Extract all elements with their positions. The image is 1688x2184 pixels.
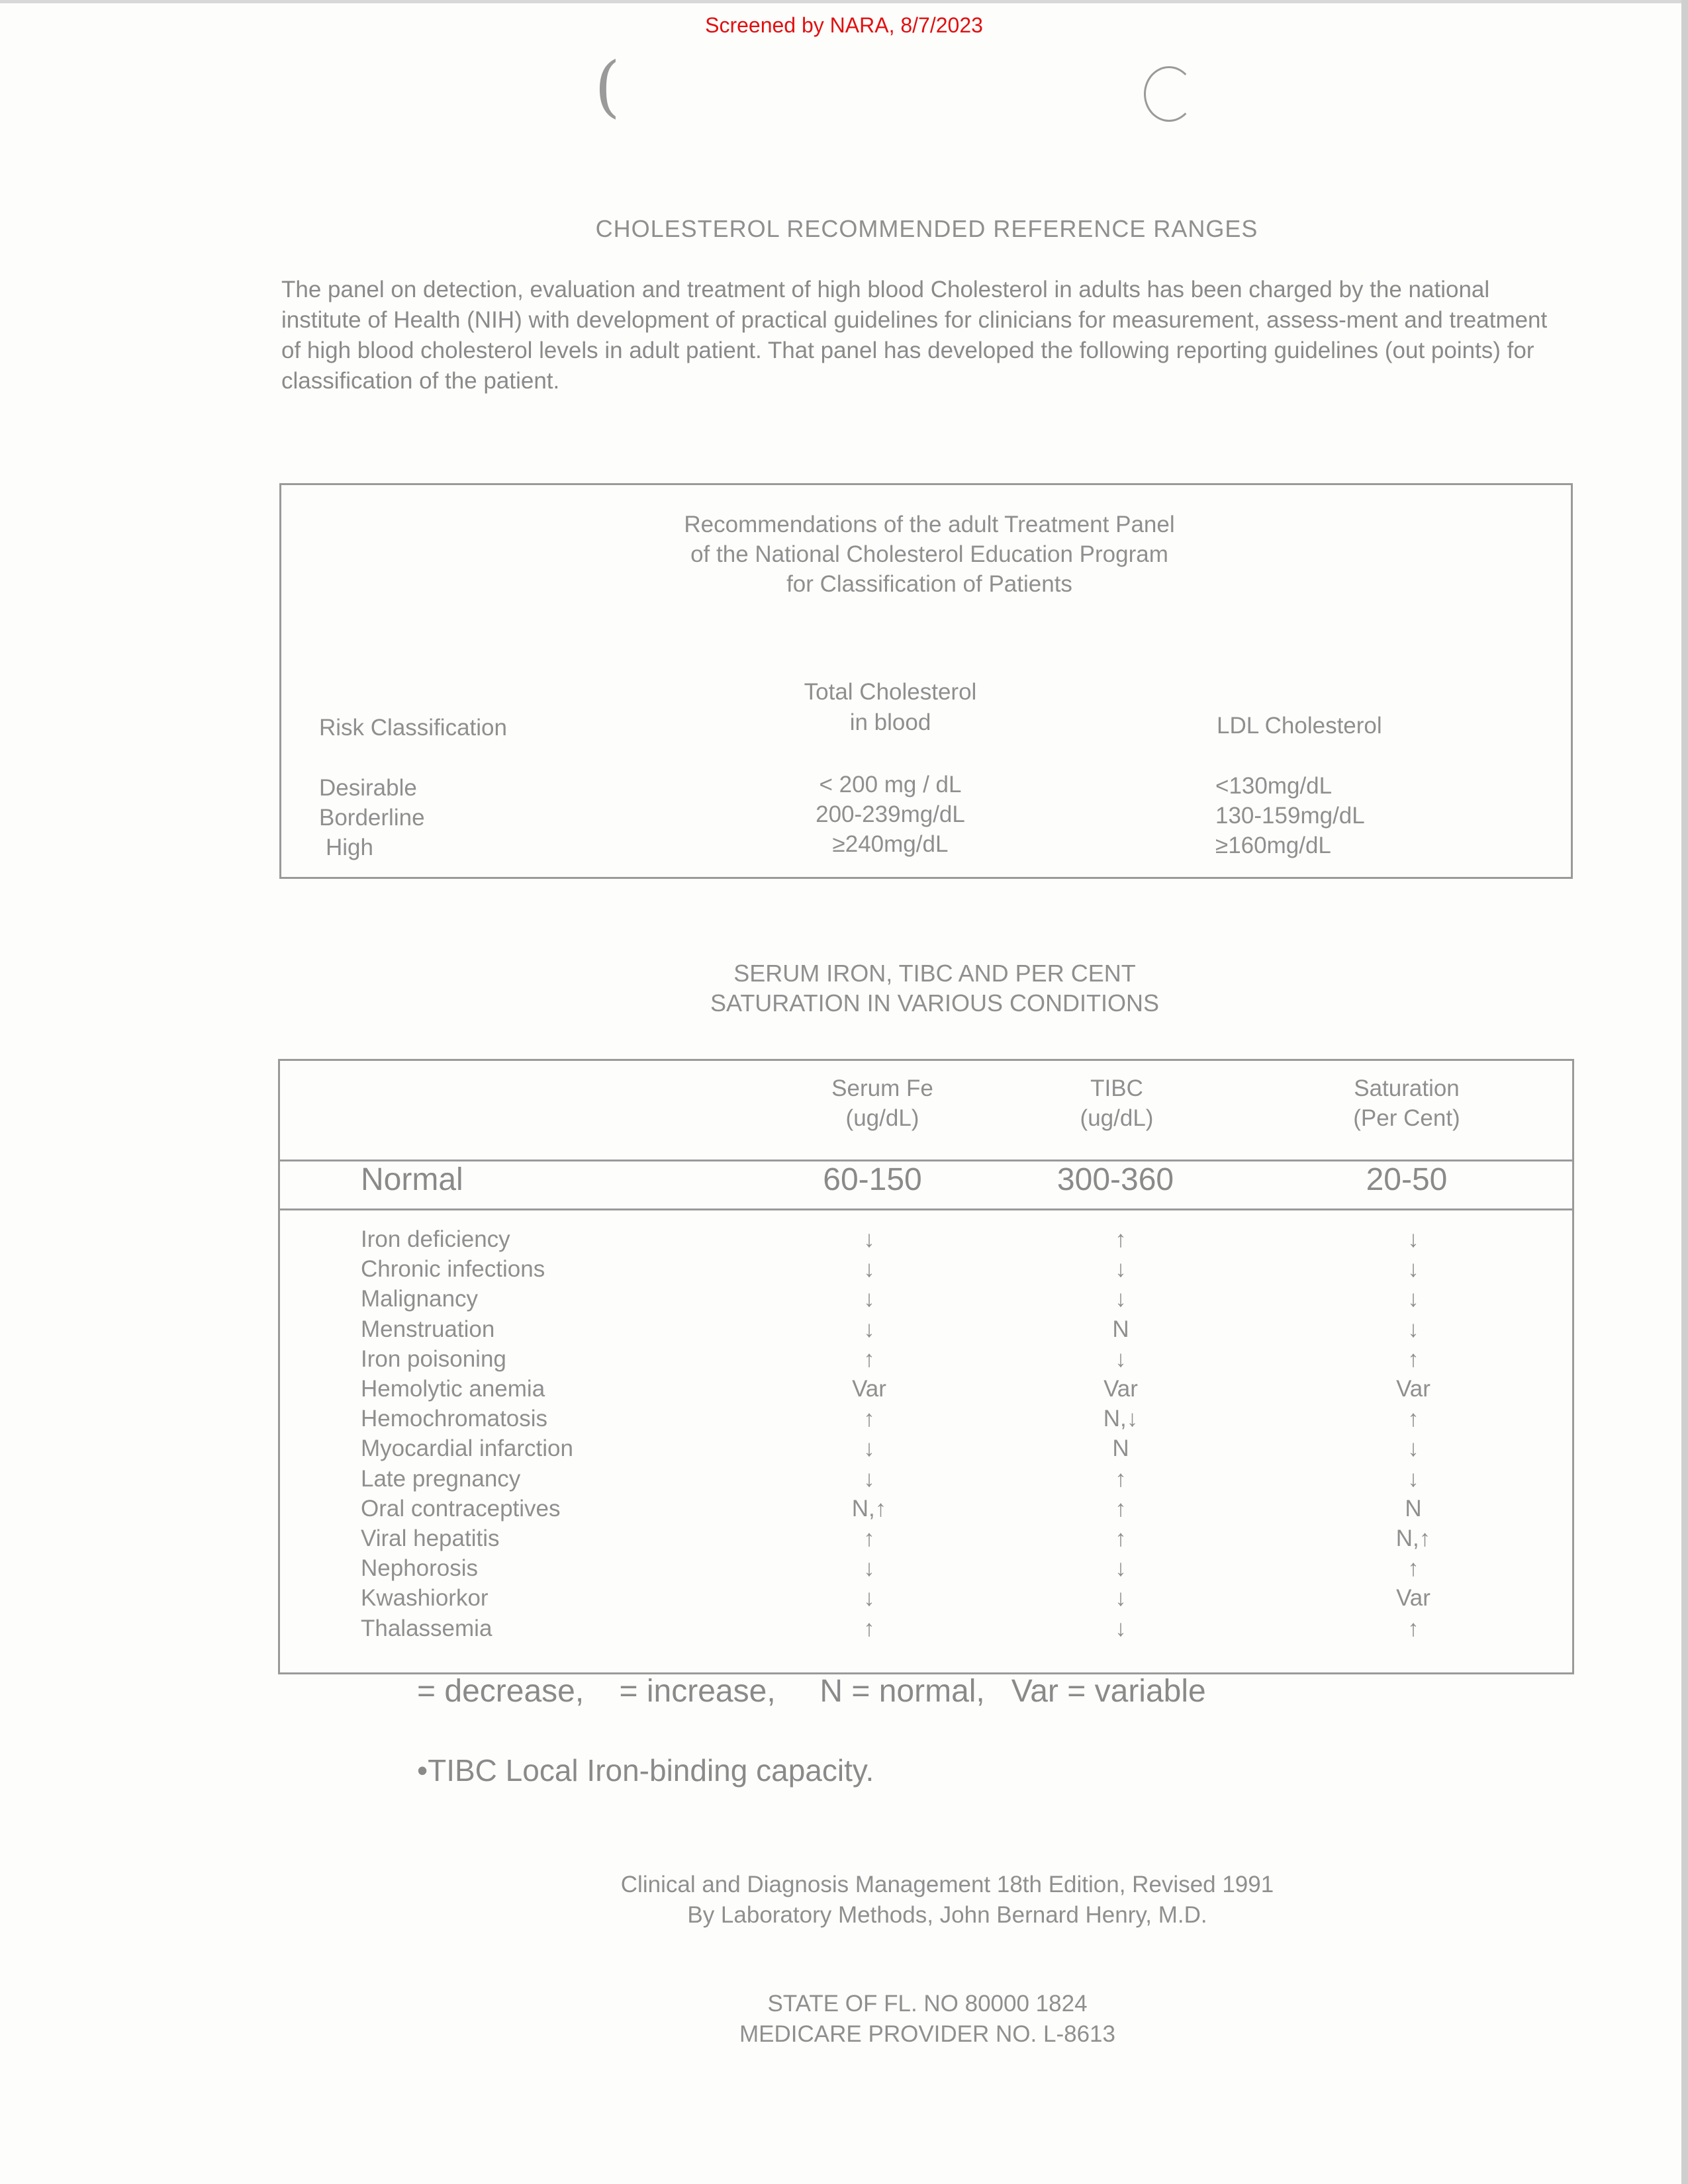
- legend-decrease: = decrease,: [417, 1674, 585, 1709]
- reference-citation: [0, 1870, 1688, 1931]
- cell-tibc: ↓: [1115, 1256, 1127, 1283]
- cell-saturation: ↓: [1407, 1435, 1419, 1462]
- cell-saturation: N: [1405, 1495, 1422, 1522]
- page-title: CHOLESTEROL RECOMMENDED REFERENCE RANGES: [595, 215, 1258, 242]
- cell-tibc: ↓: [1115, 1286, 1127, 1312]
- header-serum-fe: [770, 1073, 995, 1133]
- condition-label: Late pregnancy: [361, 1465, 521, 1492]
- cell-tibc: ↓: [1115, 1555, 1127, 1582]
- iron-table-title: [0, 958, 1688, 1018]
- cell-serum-fe: ↓: [863, 1286, 875, 1312]
- provider-line: MEDICARE PROVIDER NO. L-8613: [739, 2021, 1115, 2047]
- condition-label: Thalassemia: [361, 1615, 492, 1641]
- cell-serum-fe: ↓: [863, 1226, 875, 1252]
- condition-label: Hemochromatosis: [361, 1406, 548, 1432]
- condition-label: Iron poisoning: [361, 1345, 506, 1372]
- cell-tibc: ↓: [1115, 1585, 1127, 1612]
- cell-saturation: N,↑: [1395, 1525, 1431, 1551]
- cell-saturation: ↑: [1407, 1345, 1419, 1372]
- iron-title-line: SATURATION IN VARIOUS CONDITIONS: [710, 989, 1160, 1017]
- header-line: (ug/dL): [1080, 1105, 1154, 1131]
- legend: [417, 1673, 1206, 1709]
- total-cell: 200-239mg/dL: [816, 801, 965, 827]
- cell-saturation: ↓: [1407, 1316, 1419, 1342]
- header-total-line: in blood: [849, 709, 931, 735]
- cholesterol-title-line: of the National Cholesterol Education Program: [690, 541, 1168, 567]
- header-line: (ug/dL): [845, 1105, 919, 1131]
- page-edge-top: [0, 0, 1688, 3]
- header-risk-classification: Risk Classification: [319, 715, 507, 741]
- cholesterol-table-title: [0, 510, 1688, 599]
- cell-tibc: N,↓: [1103, 1406, 1139, 1432]
- total-cell: ≥240mg/dL: [832, 831, 949, 857]
- header-line: (Per Cent): [1353, 1105, 1460, 1131]
- condition-label: Hemolytic anemia: [361, 1376, 545, 1402]
- provider-line: STATE OF FL. NO 80000 1824: [767, 1991, 1088, 2017]
- cell-serum-fe: ↓: [863, 1585, 875, 1612]
- header-line: Serum Fe: [831, 1075, 933, 1101]
- cell-serum-fe: ↑: [863, 1345, 875, 1372]
- cell-serum-fe: N,↑: [851, 1495, 887, 1522]
- cell-tibc: ↑: [1115, 1495, 1127, 1522]
- condition-label: Nephorosis: [361, 1555, 479, 1582]
- ldl-cell: <130mg/dL: [1215, 773, 1333, 799]
- iron-title-line: SERUM IRON, TIBC AND PER CENT: [733, 960, 1136, 987]
- cell-saturation: Var: [1396, 1585, 1430, 1612]
- condition-label: Malignancy: [361, 1286, 479, 1312]
- total-cell: < 200 mg / dL: [819, 772, 962, 797]
- legend-normal: N = normal,: [820, 1674, 985, 1709]
- punch-hole-mark-right: [1144, 66, 1194, 122]
- cell-serum-fe: ↑: [863, 1615, 875, 1641]
- header-saturation: [1294, 1073, 1519, 1133]
- cell-serum-fe: ↓: [863, 1316, 875, 1342]
- cholesterol-title-line: for Classification of Patients: [786, 571, 1072, 597]
- cell-serum-fe: ↓: [863, 1465, 875, 1492]
- cholesterol-title-line: Recommendations of the adult Treatment Panel: [684, 512, 1175, 537]
- header-total-line: Total Cholesterol: [804, 679, 977, 705]
- punch-hole-mark-left: (: [594, 48, 621, 125]
- cell-serum-fe: ↑: [863, 1525, 875, 1551]
- cell-saturation: ↑: [1407, 1555, 1419, 1582]
- risk-cell: High: [326, 835, 373, 860]
- cell-saturation: ↓: [1407, 1256, 1419, 1283]
- cell-saturation: ↓: [1407, 1465, 1419, 1492]
- cell-serum-fe: ↑: [863, 1406, 875, 1432]
- header-tibc: [1004, 1073, 1229, 1133]
- normal-serum-fe: 60-150: [823, 1162, 922, 1197]
- condition-label: Oral contraceptives: [361, 1495, 561, 1522]
- cell-saturation: Var: [1396, 1376, 1430, 1402]
- cell-serum-fe: ↓: [863, 1435, 875, 1462]
- header-total-cholesterol: [758, 677, 1023, 738]
- tibc-footnote: •TIBC Local Iron-binding capacity.: [417, 1753, 874, 1788]
- condition-label: Iron deficiency: [361, 1226, 510, 1252]
- condition-label: Chronic infections: [361, 1256, 545, 1283]
- cell-saturation: ↓: [1407, 1226, 1419, 1252]
- cell-tibc: ↓: [1115, 1345, 1127, 1372]
- page-edge-right: [1681, 0, 1688, 2184]
- legend-variable: Var = variable: [1011, 1674, 1206, 1709]
- cell-saturation: ↑: [1407, 1615, 1419, 1641]
- cell-serum-fe: Var: [852, 1376, 886, 1402]
- cell-serum-fe: ↓: [863, 1256, 875, 1283]
- cell-saturation: ↓: [1407, 1286, 1419, 1312]
- reference-line: Clinical and Diagnosis Management 18th Edition, Revised 1991: [620, 1872, 1274, 1897]
- condition-label: Viral hepatitis: [361, 1525, 500, 1551]
- condition-label: Myocardial infarction: [361, 1435, 573, 1462]
- risk-cell: Borderline: [319, 805, 425, 831]
- cell-saturation: ↑: [1407, 1406, 1419, 1432]
- condition-label: Menstruation: [361, 1316, 495, 1342]
- reference-line: By Laboratory Methods, John Bernard Henry, M.D.: [687, 1902, 1207, 1928]
- cell-tibc: ↑: [1115, 1525, 1127, 1551]
- legend-increase: = increase,: [619, 1674, 776, 1709]
- normal-saturation: 20-50: [1366, 1162, 1448, 1197]
- normal-tibc: 300-360: [1056, 1162, 1174, 1197]
- nara-stamp: Screened by NARA, 8/7/2023: [705, 13, 983, 37]
- cell-tibc: N: [1112, 1316, 1129, 1342]
- cell-tibc: ↑: [1115, 1226, 1127, 1252]
- condition-label: Kwashiorkor: [361, 1585, 489, 1612]
- cell-tibc: ↑: [1115, 1465, 1127, 1492]
- header-line: Saturation: [1354, 1075, 1460, 1101]
- ldl-cell: ≥160mg/dL: [1215, 833, 1331, 858]
- cell-tibc: ↓: [1115, 1615, 1127, 1641]
- header-ldl-cholesterol: LDL Cholesterol: [1217, 713, 1382, 739]
- ldl-cell: 130-159mg/dL: [1215, 803, 1365, 829]
- normal-row-label: Normal: [361, 1162, 463, 1197]
- cell-tibc: N: [1112, 1435, 1129, 1462]
- header-line: TIBC: [1090, 1075, 1143, 1101]
- cell-tibc: Var: [1103, 1376, 1138, 1402]
- provider-info: [0, 1989, 1688, 2050]
- normal-row-divider: [278, 1208, 1574, 1210]
- intro-paragraph: The panel on detection, evaluation and treatment of high blood Cholesterol in adults has been charged by the national institute of Health (NIH) with development of practical guidelines for clinicians for measurement, assess-ment and treatment of high blood cholesterol levels in adult patient. That panel has developed the following reporting guidelines (out points) for classification of the patient.: [281, 277, 1548, 394]
- risk-cell: Desirable: [319, 775, 417, 801]
- cell-serum-fe: ↓: [863, 1555, 875, 1582]
